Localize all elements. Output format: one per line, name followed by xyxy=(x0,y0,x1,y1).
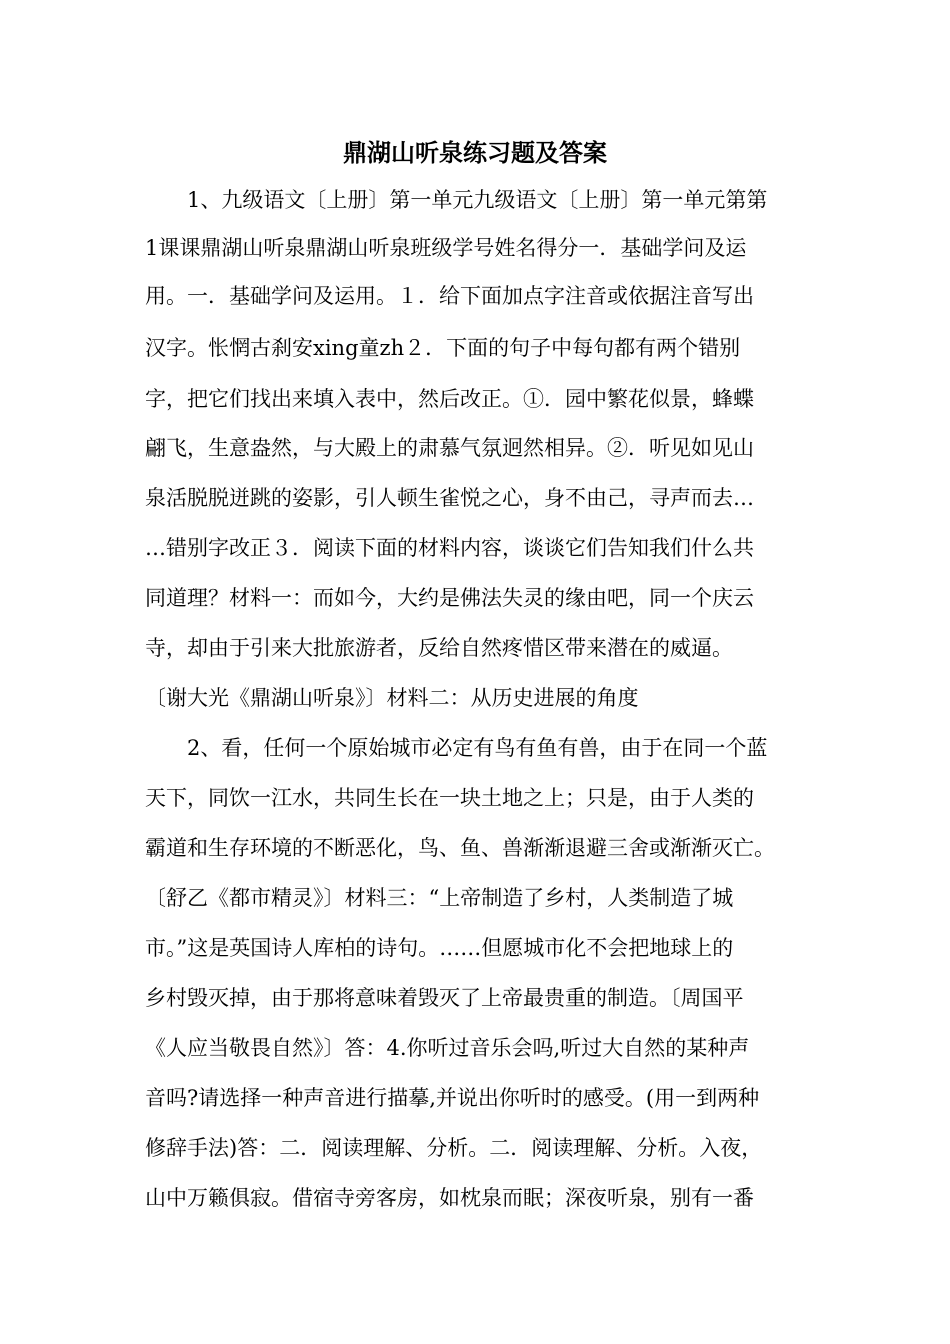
text-line: 市。”这是英国诗人库柏的诗句。……但愿城市化不会把地球上的 xyxy=(145,936,734,960)
text-line: 寺，却由于引来大批旅游者，反给自然疼惜区带来潜在的威逼。 xyxy=(145,636,733,660)
text-line: 〔舒乙《都市精灵》〕材料三：“上帝制造了乡村，人类制造了城 xyxy=(145,886,734,910)
text-line: 霸道和生存环境的不断恶化，鸟、鱼、兽渐渐退避三舍或渐渐灭亡。 xyxy=(145,836,775,860)
text-line: 字，把它们找出来填入表中，然后改正。①．园中繁花似景，蜂蝶 xyxy=(145,387,754,411)
text-line: 用。一．基础学问及运用。１．给下面加点字注音或依据注音写出 xyxy=(145,284,754,308)
text-line: 汉字。怅惘古刹安xing童zh２．下面的句子中每句都有两个错别 xyxy=(145,336,741,360)
text-line: 音吗?请选择一种声音进行描摹,并说出你听时的感受。(用一到两种 xyxy=(145,1086,760,1110)
text-line: 山中万籁俱寂。借宿寺旁客房，如枕泉而眠；深夜听泉，别有一番 xyxy=(145,1186,754,1210)
text-line: 修辞手法)答：二．阅读理解、分析。二．阅读理解、分析。入夜， xyxy=(145,1136,763,1160)
text-line: 2、看，任何一个原始城市必定有鸟有鱼有兽，由于在同一个蓝 xyxy=(145,736,768,760)
text-line: 〔谢大光《鼎湖山听泉》〕材料二：从历史进展的角度 xyxy=(145,686,639,710)
text-line: 天下，同饮一江水，共同生长在一块土地之上；只是，由于人类的 xyxy=(145,786,754,810)
text-line: 1课课鼎湖山听泉鼎湖山听泉班级学号姓名得分一．基础学问及运 xyxy=(145,236,747,260)
text-line: 泉活脱脱迸跳的姿影，引人顿生雀悦之心，身不由己，寻声而去… xyxy=(145,486,754,510)
document-title: 鼎湖山听泉练习题及答案 xyxy=(343,138,607,167)
text-line: 乡村毁灭掉，由于那将意味着毁灭了上帝最贵重的制造。〔周国平 xyxy=(145,986,744,1010)
text-line: 《人应当敬畏自然》〕答：4.你听过音乐会吗,听过大自然的某种声 xyxy=(145,1036,750,1060)
text-line: 同道理？材料一：而如今，大约是佛法失灵的缘由吧，同一个庆云 xyxy=(145,586,754,610)
text-line: 1、九级语文〔上册〕第一单元九级语文〔上册〕第一单元第第 xyxy=(145,188,768,212)
text-line: 翩飞，生意盎然，与大殿上的肃慕气氛迥然相异。②．听见如见山 xyxy=(145,436,754,460)
text-line: …错别字改正３．阅读下面的材料内容，谈谈它们告知我们什么共 xyxy=(145,536,754,560)
